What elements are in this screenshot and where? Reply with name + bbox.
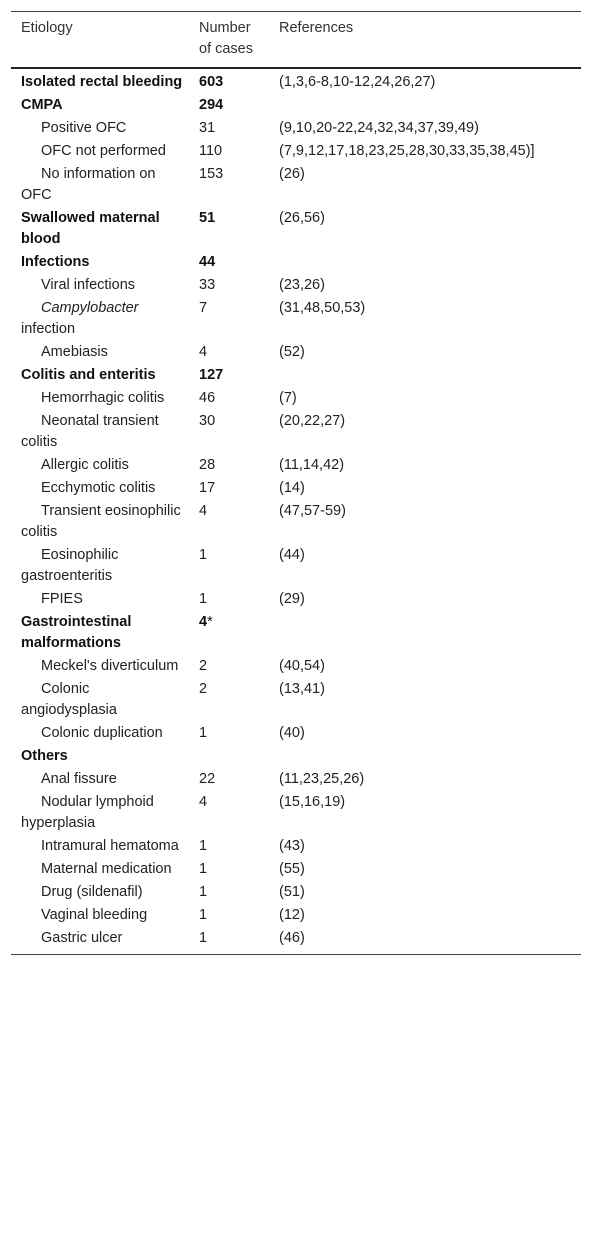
cases-value: 17 — [199, 480, 216, 496]
etiology-cell — [11, 722, 189, 745]
cases-cell — [189, 611, 269, 655]
table-row — [11, 297, 581, 341]
table-row — [11, 927, 581, 955]
references-cell — [269, 163, 581, 207]
etiology-cell — [11, 117, 189, 140]
references-value: (15,16,19) — [279, 794, 346, 810]
etiology-text: Drug (sildenafil) — [41, 884, 143, 900]
cases-cell — [189, 454, 269, 477]
references-cell — [269, 655, 581, 678]
cases-value: 44 — [199, 254, 216, 270]
references-cell — [269, 387, 581, 410]
cases-footnote-marker: * — [207, 614, 213, 630]
references-value: (26,56) — [279, 210, 325, 226]
etiology-cell — [11, 927, 189, 955]
etiology-italic-text: Campylobacter — [41, 300, 139, 316]
references-value: (52) — [279, 344, 305, 360]
etiology-text: Colitis and enteritis — [21, 367, 156, 383]
table-row — [11, 341, 581, 364]
references-cell — [269, 364, 581, 387]
cases-cell — [189, 387, 269, 410]
etiology-cell — [11, 410, 189, 454]
etiology-cell — [11, 544, 189, 588]
references-cell — [269, 454, 581, 477]
etiology-cell — [11, 904, 189, 927]
category-row — [11, 68, 581, 94]
cases-value: 46 — [199, 390, 216, 406]
cases-cell — [189, 500, 269, 544]
etiology-text: Transient eosinophilic colitis — [21, 503, 181, 540]
cases-cell — [189, 927, 269, 955]
cases-value: 4 — [199, 503, 208, 519]
etiology-text: Nodular lymphoid hyperplasia — [21, 794, 154, 831]
references-value: (44) — [279, 547, 305, 563]
references-value: (11,14,42) — [279, 457, 345, 473]
etiology-cell — [11, 364, 189, 387]
cases-value: 1 — [199, 725, 208, 741]
table-row — [11, 544, 581, 588]
etiology-cell — [11, 655, 189, 678]
etiology-text: Gastric ulcer — [41, 930, 123, 946]
etiology-cell — [11, 588, 189, 611]
etiology-cell — [11, 858, 189, 881]
cases-cell — [189, 588, 269, 611]
cases-value: 1 — [199, 591, 208, 607]
etiology-cell — [11, 678, 189, 722]
etiology-text: Positive OFC — [41, 120, 127, 136]
references-cell — [269, 881, 581, 904]
etiology-cell — [11, 207, 189, 251]
etiology-text: Swallowed maternal blood — [21, 210, 160, 247]
table-row — [11, 791, 581, 835]
etiology-cell — [11, 881, 189, 904]
etiology-table — [11, 11, 581, 955]
cases-value: 4 — [199, 344, 208, 360]
cases-cell — [189, 207, 269, 251]
table-row — [11, 722, 581, 745]
table-row — [11, 904, 581, 927]
table-row — [11, 274, 581, 297]
category-row — [11, 94, 581, 117]
etiology-cell — [11, 477, 189, 500]
cases-cell — [189, 163, 269, 207]
references-cell — [269, 835, 581, 858]
etiology-text: Others — [21, 748, 68, 764]
etiology-text: Allergic colitis — [41, 457, 129, 473]
cases-cell — [189, 904, 269, 927]
cases-cell — [189, 768, 269, 791]
references-cell — [269, 117, 581, 140]
references-cell — [269, 477, 581, 500]
category-row — [11, 611, 581, 655]
references-value: (12) — [279, 907, 305, 923]
etiology-cell — [11, 274, 189, 297]
etiology-text: Hemorrhagic colitis — [41, 390, 165, 406]
references-cell — [269, 410, 581, 454]
etiology-text: Vaginal bleeding — [41, 907, 148, 923]
table-row — [11, 163, 581, 207]
references-cell — [269, 544, 581, 588]
references-cell — [269, 68, 581, 94]
cases-value: 1 — [199, 838, 208, 854]
cases-cell — [189, 140, 269, 163]
etiology-cell — [11, 768, 189, 791]
cases-value: 153 — [199, 166, 224, 182]
etiology-cell — [11, 500, 189, 544]
etiology-text: Ecchymotic colitis — [41, 480, 156, 496]
cases-value: 1 — [199, 861, 208, 877]
cases-value: 28 — [199, 457, 216, 473]
cases-cell — [189, 881, 269, 904]
table-row — [11, 858, 581, 881]
header-references: References — [279, 20, 354, 36]
header-number-of-cases — [189, 12, 269, 69]
cases-cell — [189, 297, 269, 341]
table-row — [11, 117, 581, 140]
category-row — [11, 364, 581, 387]
etiology-cell — [11, 611, 189, 655]
etiology-cell — [11, 341, 189, 364]
cases-value: 51 — [199, 210, 216, 226]
references-cell — [269, 768, 581, 791]
cases-value: 1 — [199, 547, 208, 563]
cases-cell — [189, 477, 269, 500]
references-cell — [269, 588, 581, 611]
table-row — [11, 678, 581, 722]
references-value: (1,3,6-8,10-12,24,26,27) — [279, 74, 436, 90]
references-cell — [269, 140, 581, 163]
etiology-cell — [11, 454, 189, 477]
etiology-cell — [11, 140, 189, 163]
cases-cell — [189, 117, 269, 140]
cases-value: 1 — [199, 884, 208, 900]
cases-value: 2 — [199, 681, 208, 697]
table-body — [11, 68, 581, 955]
cases-value: 110 — [199, 143, 223, 159]
references-cell — [269, 722, 581, 745]
cases-cell — [189, 745, 269, 768]
cases-value: 30 — [199, 413, 216, 429]
table-row — [11, 454, 581, 477]
references-cell — [269, 94, 581, 117]
etiology-cell — [11, 68, 189, 94]
references-value: (40,54) — [279, 658, 325, 674]
etiology-cell — [11, 163, 189, 207]
header-etiology: Etiology — [21, 20, 73, 36]
etiology-cell — [11, 791, 189, 835]
cases-cell — [189, 68, 269, 94]
etiology-cell — [11, 297, 189, 341]
header-number-of-cases-text: Number of cases — [199, 20, 253, 57]
cases-value: 4 — [199, 794, 208, 810]
table-header — [11, 12, 581, 69]
references-value: (51) — [279, 884, 305, 900]
cases-cell — [189, 722, 269, 745]
etiology-cell — [11, 745, 189, 768]
etiology-text: Intramural hematoma — [41, 838, 179, 854]
table-row — [11, 835, 581, 858]
cases-value: 603 — [199, 74, 224, 90]
cases-cell — [189, 274, 269, 297]
references-value: (14) — [279, 480, 305, 496]
cases-value: 22 — [199, 771, 216, 787]
references-value: (46) — [279, 930, 305, 946]
etiology-text: Colonic duplication — [41, 725, 163, 741]
etiology-text: Gastrointestinal malformations — [21, 614, 132, 651]
etiology-text: CMPA — [21, 97, 63, 113]
etiology-text: OFC not performed — [41, 143, 166, 159]
etiology-table-container — [11, 11, 581, 955]
etiology-cell — [11, 94, 189, 117]
references-value: (20,22,27) — [279, 413, 346, 429]
category-row — [11, 251, 581, 274]
references-cell — [269, 678, 581, 722]
etiology-text: FPIES — [41, 591, 83, 607]
etiology-text: Maternal medication — [41, 861, 172, 877]
table-row — [11, 140, 581, 163]
references-value: (9,10,20-22,24,32,34,37,39,49) — [279, 120, 479, 136]
cases-value: 4 — [199, 614, 208, 630]
etiology-cell — [11, 387, 189, 410]
category-row — [11, 745, 581, 768]
cases-cell — [189, 251, 269, 274]
references-cell — [269, 611, 581, 655]
etiology-text: Infections — [21, 254, 90, 270]
references-cell — [269, 791, 581, 835]
cases-value: 1 — [199, 907, 208, 923]
table-row — [11, 768, 581, 791]
references-cell — [269, 341, 581, 364]
cases-cell — [189, 791, 269, 835]
references-cell — [269, 904, 581, 927]
etiology-text: Isolated rectal bleeding — [21, 74, 183, 90]
etiology-text: Colonic angiodysplasia — [21, 681, 117, 718]
cases-cell — [189, 678, 269, 722]
etiology-text: Amebiasis — [41, 344, 108, 360]
etiology-text: Eosinophilic gastroenteritis — [21, 547, 119, 584]
table-row — [11, 881, 581, 904]
references-cell — [269, 274, 581, 297]
cases-value: 33 — [199, 277, 216, 293]
references-value: (23,26) — [279, 277, 325, 293]
table-row — [11, 588, 581, 611]
references-cell — [269, 297, 581, 341]
cases-cell — [189, 858, 269, 881]
table-row — [11, 655, 581, 678]
references-value: (29) — [279, 591, 305, 607]
references-value: (7,9,12,17,18,23,25,28,30,33,35,38,45)] — [279, 143, 535, 159]
cases-value: 294 — [199, 97, 224, 113]
table-row — [11, 410, 581, 454]
etiology-cell — [11, 251, 189, 274]
references-cell — [269, 251, 581, 274]
references-value: (55) — [279, 861, 305, 877]
etiology-text: Viral infections — [41, 277, 136, 293]
references-value: (47,57-59) — [279, 503, 346, 519]
references-cell — [269, 927, 581, 955]
references-value: (43) — [279, 838, 305, 854]
references-value: (7) — [279, 390, 297, 406]
etiology-text: Meckel's diverticulum — [41, 658, 179, 674]
references-value: (11,23,25,26) — [279, 771, 365, 787]
cases-cell — [189, 94, 269, 117]
etiology-cell — [11, 835, 189, 858]
etiology-text: No information on OFC — [21, 166, 156, 203]
cases-cell — [189, 364, 269, 387]
cases-cell — [189, 410, 269, 454]
references-value: (31,48,50,53) — [279, 300, 366, 316]
references-value: (40) — [279, 725, 305, 741]
table-row — [11, 477, 581, 500]
references-cell — [269, 745, 581, 768]
cases-value: 31 — [199, 120, 216, 136]
references-value: (13,41) — [279, 681, 325, 697]
cases-value: 127 — [199, 367, 224, 383]
references-cell — [269, 207, 581, 251]
category-row — [11, 207, 581, 251]
etiology-text: Anal fissure — [41, 771, 117, 787]
header-row — [11, 12, 581, 69]
etiology-text: Neonatal transient colitis — [21, 413, 159, 450]
cases-cell — [189, 835, 269, 858]
cases-value: 7 — [199, 300, 208, 316]
references-cell — [269, 858, 581, 881]
cases-cell — [189, 655, 269, 678]
table-row — [11, 500, 581, 544]
cases-cell — [189, 544, 269, 588]
references-cell — [269, 500, 581, 544]
cases-cell — [189, 341, 269, 364]
table-row — [11, 387, 581, 410]
cases-value: 1 — [199, 930, 208, 946]
etiology-text: infection — [21, 321, 76, 337]
cases-value: 2 — [199, 658, 208, 674]
references-value: (26) — [279, 166, 305, 182]
